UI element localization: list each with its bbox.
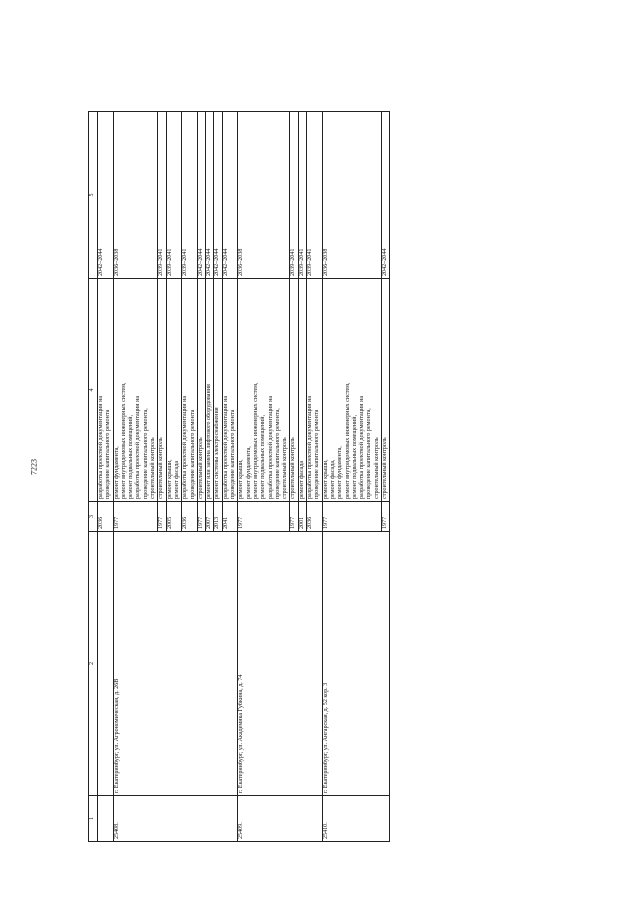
- cell-work: [298, 279, 306, 502]
- work-line: строительный контроль: [158, 437, 165, 499]
- work-line: разработка проектной документации на: [135, 395, 142, 499]
- work-line: ремонт фундамента,: [337, 446, 344, 499]
- cell-year: 2036: [98, 502, 114, 532]
- cell-year: 2013: [214, 502, 222, 532]
- cell-num: [98, 796, 114, 842]
- work-line: ремонт крыши,: [322, 459, 329, 499]
- work-line: ремонт фасада: [173, 460, 180, 499]
- header-col-2: 2: [89, 532, 98, 796]
- work-line: ремонт фасада: [298, 460, 305, 499]
- work-line: ремонт внутридомовых инженерных систем,: [120, 382, 127, 499]
- table-row-continuation: [98, 112, 114, 842]
- work-line: проведение капитального ремонта,: [274, 408, 281, 499]
- work-line: ремонт или замена лифтового оборудования: [206, 384, 213, 499]
- cell-year: 1977: [290, 502, 298, 532]
- work-line: проведение капитального ремонта,: [366, 408, 373, 499]
- cell-work: [307, 279, 323, 502]
- cell-work: [238, 279, 290, 502]
- cell-year: 1977: [197, 502, 205, 532]
- header-col-4: 4: [89, 279, 98, 502]
- cell-year: 1977: [381, 502, 389, 532]
- cell-year: 2036: [182, 502, 198, 532]
- work-line: ремонт внутридомовых инженерных систем,: [252, 382, 259, 499]
- work-line: проведение капитального ремонта: [189, 409, 196, 499]
- work-line: ремонт крыши,: [238, 459, 245, 499]
- cell-work: [222, 279, 238, 502]
- cell-work: [322, 279, 381, 502]
- work-line: проведение капитального ремонта: [105, 409, 112, 499]
- page-number: [27, 452, 41, 482]
- page-number-text: 7223: [29, 459, 39, 475]
- work-line: ремонт подвальных помещений,: [351, 414, 358, 499]
- work-line: ремонт крыши,: [166, 459, 173, 499]
- cell-period: 2039–2041: [166, 112, 182, 279]
- cell-year: 2041: [222, 502, 238, 532]
- cell-work: [381, 279, 389, 502]
- cell-entry-number: 25410.: [322, 796, 390, 842]
- cell-period: 2039–2041: [307, 112, 323, 279]
- work-line: ремонт системы электроснабжения: [214, 407, 221, 499]
- cell-period: 2036–2038: [322, 112, 381, 279]
- work-line: строительный контроль: [197, 437, 204, 499]
- cell-address: г. Екатеринбург, ул. Агрономическая, д. 26В: [113, 532, 238, 796]
- rotated-table-container: [88, 112, 568, 842]
- work-line: строительный контроль: [373, 437, 380, 499]
- table-row: [322, 112, 381, 842]
- cell-work: [158, 279, 166, 502]
- work-line: строительный контроль: [282, 437, 289, 499]
- cell-work: [113, 279, 158, 502]
- cell-work: [166, 279, 182, 502]
- cell-period: 2036–2038: [113, 112, 158, 279]
- repair-schedule-table: [88, 111, 390, 842]
- header-col-5: 5: [89, 112, 98, 279]
- cell-address: [98, 532, 114, 796]
- cell-work: [197, 279, 205, 502]
- cell-work: [214, 279, 222, 502]
- work-line: разработка проектной документации на: [267, 395, 274, 499]
- work-line: разработка проектной документации на: [222, 395, 229, 499]
- work-line: ремонт подвальных помещений,: [128, 414, 135, 499]
- cell-period: 2042–2044: [214, 112, 222, 279]
- cell-year: 2001: [298, 502, 306, 532]
- table-row: [113, 112, 158, 842]
- cell-period: 2042–2044: [222, 112, 238, 279]
- cell-year: 1977: [113, 502, 158, 532]
- work-line: ремонт внутридомовых инженерных систем,: [344, 382, 351, 499]
- work-line: проведение капитального ремонта: [314, 409, 321, 499]
- cell-work: [206, 279, 214, 502]
- work-line: проведение капитального ремонта: [230, 409, 237, 499]
- cell-period: 2042–2044: [197, 112, 205, 279]
- work-line: строительный контроль: [150, 437, 157, 499]
- cell-period: 2042–2044: [206, 112, 214, 279]
- cell-period: 2039–2041: [182, 112, 198, 279]
- work-line: ремонт фундамента,: [113, 446, 120, 499]
- cell-year: 1977: [322, 502, 381, 532]
- work-line: ремонт подвальных помещений,: [260, 414, 267, 499]
- cell-period: 2042–2044: [381, 112, 389, 279]
- cell-entry-number: 25409.: [238, 796, 322, 842]
- header-col-3: 3: [89, 502, 98, 532]
- cell-address: г. Екатеринбург, ул. Академика Губкина, д. 74: [238, 532, 322, 796]
- cell-address: г. Екатеринбург, ул. Ангарская, д. 52 кор. 3: [322, 532, 390, 796]
- work-line: разработка проектной документации на: [98, 395, 104, 499]
- cell-year: 2036: [307, 502, 323, 532]
- cell-work: [290, 279, 298, 502]
- work-line: разработка проектной документации на: [359, 395, 366, 499]
- work-line: ремонт фундамента,: [245, 446, 252, 499]
- table-body: [98, 112, 390, 842]
- work-line: разработка проектной документации на: [307, 395, 314, 499]
- work-line: проведение капитального ремонта,: [142, 408, 149, 499]
- cell-period: 2039–2041: [158, 112, 166, 279]
- work-line: разработка проектной документации на: [182, 395, 189, 499]
- cell-period: 2036–2038: [238, 112, 290, 279]
- cell-year: 1977: [238, 502, 290, 532]
- work-line: строительный контроль: [381, 437, 388, 499]
- header-col-1: 1: [89, 796, 98, 842]
- cell-work: [182, 279, 198, 502]
- cell-period: 2039–2041: [298, 112, 306, 279]
- cell-year: 2005: [166, 502, 182, 532]
- cell-year: 1977: [158, 502, 166, 532]
- work-line: ремонт фасада,: [329, 459, 336, 499]
- work-line: строительный контроль: [290, 437, 297, 499]
- cell-period: 2042–2044: [98, 112, 114, 279]
- cell-year: 2007: [206, 502, 214, 532]
- table-row: [238, 112, 290, 842]
- cell-period: 2039–2041: [290, 112, 298, 279]
- cell-entry-number: 25408.: [113, 796, 238, 842]
- header-row: [89, 112, 98, 842]
- cell-work: [98, 279, 114, 502]
